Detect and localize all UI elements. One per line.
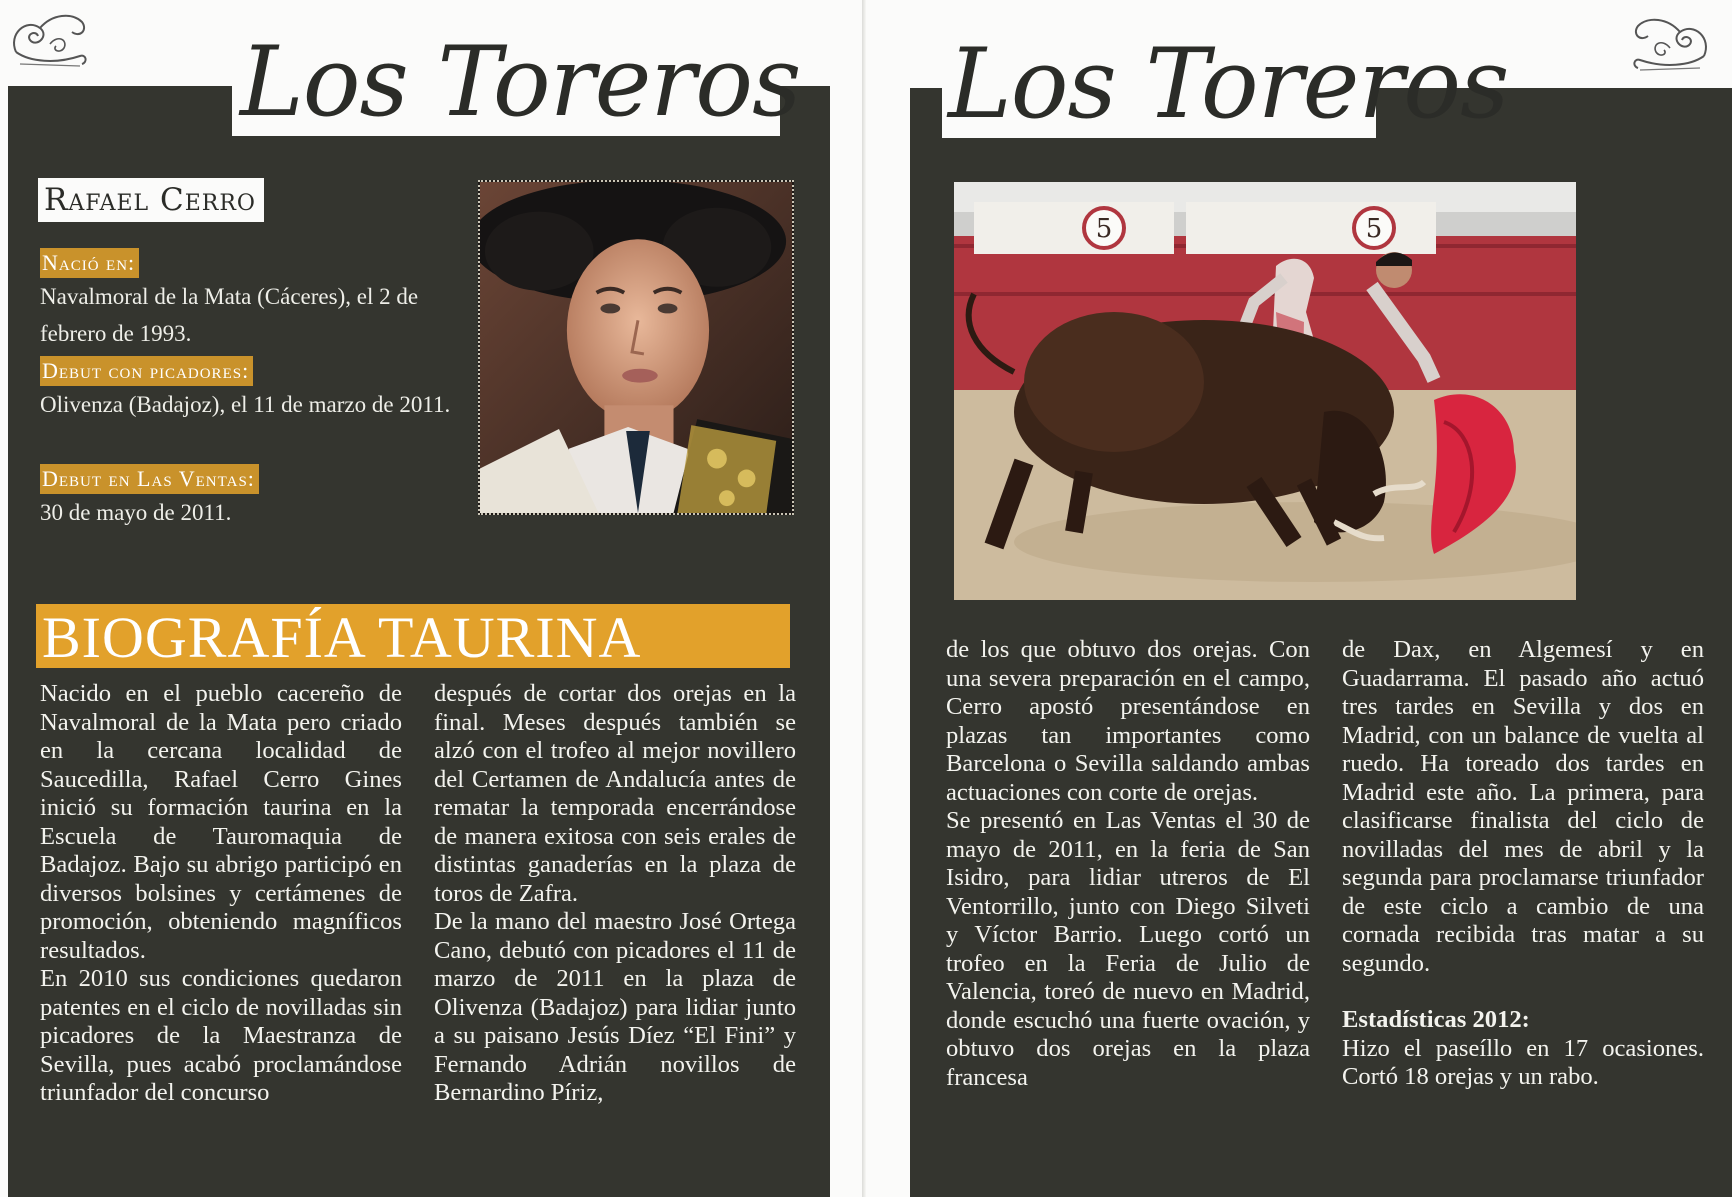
barrier-number-5: 5	[1095, 214, 1113, 244]
torero-name-box	[38, 178, 264, 222]
page-title: Los Toreros	[948, 28, 1509, 140]
right-page	[866, 0, 1732, 1197]
flourish-ornament-icon	[1630, 8, 1714, 78]
info-value: Navalmoral de la Mata (Cáceres), el 2 de febrero de 1993.	[40, 284, 419, 346]
torero-portrait-photo	[478, 180, 794, 515]
info-value: Olivenza (Badajoz), el 11 de marzo de 2011.	[40, 392, 451, 417]
paragraph: De la mano del maestro José Ortega Cano, debutó con picadores el 11 de marzo de 2011 en la plaza de Olivenza (Badajoz) para lidiar junto a su paisano Jesús Díez “El Fini” y Fernando Adrián novillos de Bernardino Píriz,	[434, 908, 796, 1106]
bullfight-photo	[954, 182, 1576, 600]
paragraph: de Dax, en Algemesí y en Guadarrama. El pasado año actuó tres tardes en Sevilla y dos en Madrid, con un balance de vuelta al ruedo. Ha toreado dos tardes en Madrid este año. La primera, para clasificarse finalista del ciclo de novilladas del mes de abril y la segunda para proclamarse triunfador de este ciclo a cambio de una cornada recibida tras matar a su segundo.	[1342, 636, 1704, 977]
info-field-debut-las-ventas	[40, 464, 460, 531]
biography-column-1	[40, 680, 402, 1108]
flourish-ornament-icon	[6, 4, 90, 74]
info-label: Nació en:	[40, 248, 139, 278]
info-field-debut-picadores	[40, 356, 460, 423]
paragraph: Nacido en el pueblo cacereño de Navalmoral de la Mata pero criado en la cercana localidad de Saucedilla, Rafael Cerro Gines inició su formación taurina en la Escuela de Tauromaquia de Badajoz. Bajo su abrigo participó en diversos bolsines y certámenes de promoción, obteniendo magníficos resultados.	[40, 680, 402, 964]
info-label: Debut en Las Ventas:	[40, 464, 259, 494]
stats-text: Hizo el paseíllo en 17 ocasiones. Cortó 18 orejas y un rabo.	[1342, 1034, 1704, 1090]
biography-column-4	[1342, 636, 1704, 1092]
biography-column-3	[946, 636, 1310, 1092]
paragraph: de los que obtuvo dos orejas. Con una severa preparación en el campo, Cerro apostó presentándose en plazas tan importantes como Barcelona o Sevilla saldando ambas actuaciones con corte de orejas.	[946, 636, 1310, 806]
paragraph: después de cortar dos orejas en la final. Meses después también se alzó con el trofeo al mejor novillero del Certamen de Andalucía antes de rematar la temporada encerrándose de manera exitosa con seis erales de distintas ganaderías en la plaza de toros de Zafra.	[434, 680, 796, 907]
page-title: Los Toreros	[240, 26, 801, 138]
info-field-birth	[40, 248, 460, 352]
info-value: 30 de mayo de 2011.	[40, 500, 232, 525]
stats-heading: Estadísticas 2012:	[1342, 1006, 1530, 1033]
paragraph: Se presentó en Las Ventas el 30 de mayo de 2011, en la feria de San Isidro, para lidiar utreros de El Ventorrillo, junto con Diego Silveti y Víctor Barrio. Luego cortó un trofeo en la Feria de Julio de Valencia, toreó de nuevo en Madrid, donde escuchó una fuerte ovación, y obtuvo dos orejas en la plaza francesa	[946, 807, 1310, 1091]
torero-name: Rafael Cerro	[44, 182, 256, 218]
biography-column-2	[434, 680, 796, 1108]
barrier-number-5: 5	[1365, 214, 1383, 244]
section-heading: BIOGRAFÍA TAURINA	[42, 605, 642, 670]
info-label: Debut con picadores:	[40, 356, 253, 386]
paragraph: En 2010 sus condiciones quedaron patentes en el ciclo de novilladas sin picadores de la Maestranza de Sevilla, pues acabó proclamándose triunfador del concurso	[40, 965, 402, 1106]
